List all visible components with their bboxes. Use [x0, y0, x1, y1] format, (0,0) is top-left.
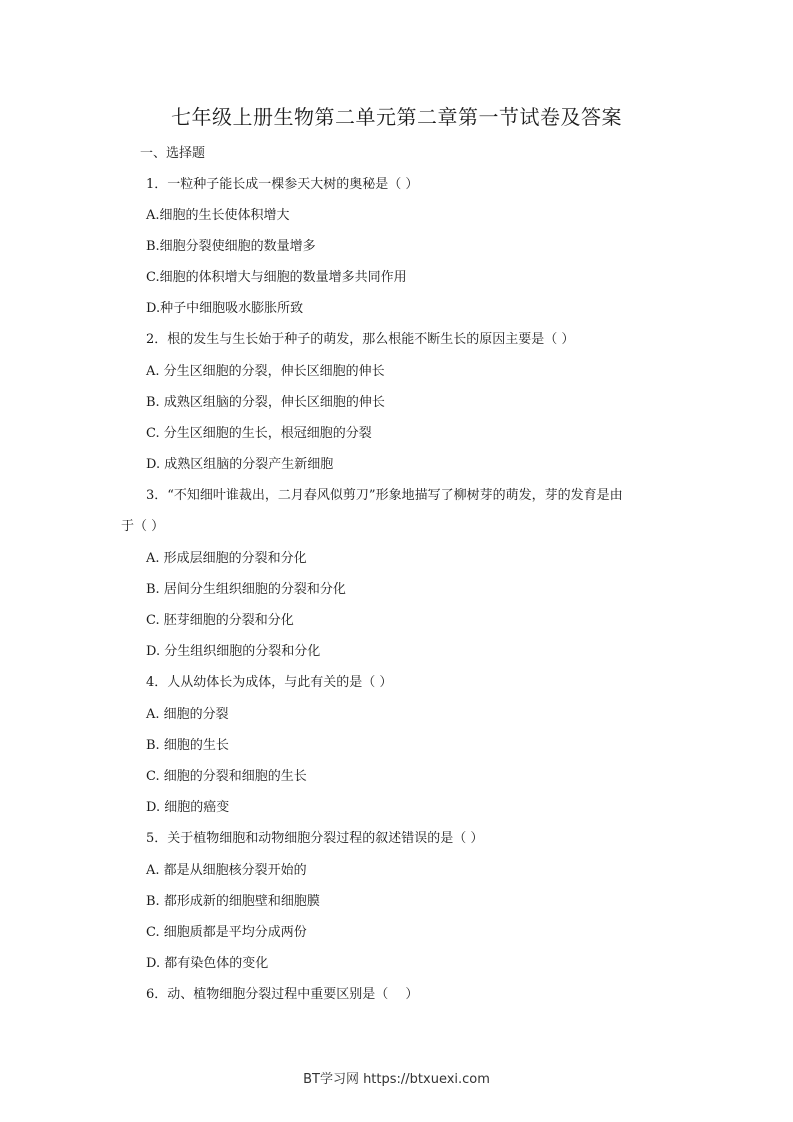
- question-4-option-c: C. 细胞的分裂和细胞的生长: [146, 769, 307, 784]
- section-heading: 一、选择题: [140, 146, 206, 161]
- question-5-option-a: A. 都是从细胞核分裂开始的: [146, 863, 307, 878]
- question-2-option-d: D. 成熟区组脑的分裂产生新细胞: [146, 457, 334, 472]
- question-1-option-b: B.细胞分裂使细胞的数量增多: [146, 239, 316, 254]
- question-1-option-a: A.细胞的生长使体积增大: [146, 208, 290, 223]
- question-5-option-d: D. 都有染色体的变化: [146, 956, 269, 971]
- question-4-option-b: B. 细胞的生长: [146, 738, 229, 753]
- page-title: 七年级上册生物第二单元第二章第一节试卷及答案: [171, 105, 622, 129]
- question-3-option-b: B. 居间分生组织细胞的分裂和分化: [146, 582, 346, 597]
- question-1-option-c: C.细胞的体积增大与细胞的数量增多共同作用: [146, 270, 407, 285]
- question-4-option-d: D. 细胞的癌变: [146, 800, 230, 815]
- question-5-option-b: B. 都形成新的细胞壁和细胞膜: [146, 894, 320, 909]
- question-5-option-c: C. 细胞质都是平均分成两份: [146, 925, 307, 940]
- question-1-option-d: D.种子中细胞吸水膨胀所致: [146, 301, 304, 316]
- question-4-option-a: A. 细胞的分裂: [146, 707, 229, 722]
- question-6-stem: 6．动、植物细胞分裂过程中重要区别是（ ）: [146, 987, 419, 1002]
- question-4-stem: 4．人从幼体长为成体，与此有关的是（ ）: [146, 675, 393, 690]
- question-2-option-a: A. 分生区细胞的分裂，伸长区细胞的伸长: [146, 364, 385, 379]
- question-2-option-c: C. 分生区细胞的生长，根冠细胞的分裂: [146, 426, 372, 441]
- question-2-stem: 2．根的发生与生长始于种子的萌发，那么根能不断生长的原因主要是（ ）: [146, 332, 575, 347]
- footer-watermark[interactable]: BT学习网 https://btxuexi.com: [303, 1072, 490, 1087]
- question-3-option-d: D. 分生组织细胞的分裂和分化: [146, 644, 321, 659]
- question-3-option-c: C. 胚芽细胞的分裂和分化: [146, 613, 294, 628]
- question-3-stem-continued: 于（ ）: [121, 519, 165, 534]
- question-3-stem: 3．“不知细叶谁裁出，二月春风似剪刀”形象地描写了柳树芽的萌发，芽的发育是由: [146, 488, 623, 503]
- question-3-option-a: A. 形成层细胞的分裂和分化: [146, 551, 307, 566]
- question-2-option-b: B. 成熟区组脑的分裂，伸长区细胞的伸长: [146, 395, 385, 410]
- question-1-stem: 1．一粒种子能长成一棵参天大树的奥秘是（ ）: [146, 177, 419, 192]
- question-5-stem: 5．关于植物细胞和动物细胞分裂过程的叙述错误的是（ ）: [146, 831, 484, 846]
